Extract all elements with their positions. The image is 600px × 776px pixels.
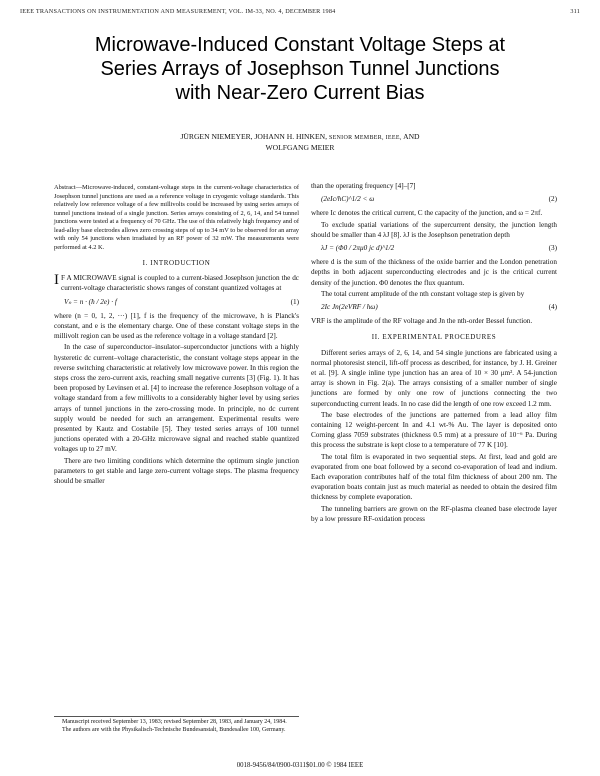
intro-paragraph-1: IF A MICROWAVE signal is coupled to a current-biased Josephson junction the dc current-voltage characteristic shows ranges of constant quantized voltages at [54,272,299,293]
equation-1 [64,297,299,307]
right-paragraph-5: The total current amplitude of the nth constant voltage step is given by [321,289,525,298]
right-paragraph-7: Different series arrays of 2, 6, 14, and 54 single junctions are fabricated using a normal photoresist stencil, lift-off process as described, for instance, by J. H. Greiner et al. [9]. A single inline type junction has an area of 10 × 30 μm². A 54-junction array is shown in Fig. 2(a). The arrays consisting of a smaller number of single junctions are formed by only one row of junctions connecting the two superconducting current leads. In no case did the length of one row exceed 1.2 mm. [311,348,557,408]
intro-paragraph-4: There are two limiting conditions which determine the optimum single junction parameters to get stable and large zero-current voltage steps. The plasma frequency should be smaller [54,456,299,486]
right-paragraph-9: The total film is evaporated in two sequential steps. At first, lead and gold are evaporated from one boat followed by a second co-evaporation of lead and indium. Each evaporation contributes half of the total film thickness of about 200 nm. The evaporation boats contain just as much material as needed to obtain the desired film thickness by complete evaporation. [311,452,557,502]
equation-1-number: (1) [290,297,299,306]
author-conjunction: AND [403,132,420,141]
author-names: JÜRGEN NIEMEYER, JOHANN H. HINKEN, [180,132,328,141]
author-role: SENIOR MEMBER, IEEE, [328,135,402,141]
right-paragraph-8: The base electrodes of the junctions are patterned from a lead alloy film containing 12 weight-percent In and 4.1 wt-% Au. The layer is deposited onto Corning glass 7059 substrates (thickness 0.5 mm) at a pressure of 10⁻⁶ Pa. During this process the substrate is kept close to a temperature of 77 K [10]. [311,410,557,450]
footnote-affiliation: The authors are with the Physikalisch-Technische Bundesanstalt, Bundesallee 100, Germany. [62,726,286,733]
equation-2 [321,194,557,204]
paper-title [20,33,580,105]
running-head [20,8,580,15]
equation-2-number: (2) [548,195,557,204]
right-paragraph-1: than the operating frequency [4]–[7] [311,182,416,190]
right-column [311,181,557,525]
equation-3 [321,243,557,253]
copyright-footer: 0018-9456/84/0900-0311$01.00 © 1984 IEEE [236,762,364,769]
title-line-3: with Near-Zero Current Bias [175,82,425,104]
title-line-1: Microwave-Induced Constant Voltage Steps at [94,34,506,56]
page-number: 311 [570,8,580,15]
equation-4 [321,302,557,312]
equation-4-body: 2Ic Jn(2eVRF / ħω) [321,303,378,312]
journal-header: IEEE TRANSACTIONS ON INSTRUMENTATION AND MEASUREMENT, VOL. IM-33, NO. 4, DECEMBER 1984 [20,8,336,15]
equation-2-body: (2eIc/ħC)^1/2 < ω [321,195,375,204]
title-line-2: Series Arrays of Josephson Tunnel Junctions [100,58,500,80]
equation-3-number: (3) [548,244,557,253]
right-paragraph-6: VRF is the amplitude of the RF voltage and Jn the nth-order Bessel function. [311,317,533,326]
equation-3-body: λJ = (Φ0 / 2πμ0 jc d)^1/2 [321,244,395,253]
experimental-heading: II. EXPERIMENTAL PROCEDURES [371,333,497,342]
right-paragraph-10: The tunneling barriers are grown on the RF-plasma cleaned base electrode layer by a low pressure RF-oxidation process [311,504,557,523]
author-block [20,132,580,153]
right-paragraph-3: To exclude spatial variations of the supercurrent density, the junction length should be smaller than 4 λJ [8]. λJ is the Josephson penetration depth [311,220,557,239]
equation-1-body: Vₙ = n · (ħ / 2e) · f [64,297,117,306]
footnote [54,716,299,735]
author-last: WOLFGANG MEIER [265,143,335,152]
intro-paragraph-2: where (n = 0, 1, 2, ···) [1], f is the frequency of the microwave, h is Planck's constant, and e is the elementary charge. One of these constant voltage steps in the millivolt region can be used as the reference voltage in a voltage standard [2]. [54,311,299,341]
right-paragraph-2: where Ic denotes the critical current, C the capacity of the junction, and ω = 2πf. [311,209,543,218]
footnote-received: Manuscript received September 13, 1983; revised September 28, 1983, and January 24, 1984. [62,719,287,725]
right-paragraph-4: where d is the sum of the thickness of the oxide barrier and the London penetration depths in both adjacent superconducting electrodes and jc is the critical current density of the junction. Φ0 denotes the flux quantum. [311,258,557,287]
equation-4-number: (4) [548,303,557,312]
abstract: Abstract—Microwave-induced, constant-voltage steps in the current-voltage characteristics of Josephson tunnel junctions are used as a reference voltage in cryogenic voltage standards. This relatively low reference voltage of a few millivolts could be increased by using series arrays of tunnel junctions instead of a single junction. Series arrays consisting of 2, 6, 14, and 54 tunnel junctions were tested at a frequency of 70 GHz. The use of this relatively high frequency and of lead-alloy base electrodes allows zero crossing steps of up to 34 mV to be observed for an array with only 54 junctions when irradiated by an RF power of 32 mW. The measurements were performed at 4.2 K. [54,184,299,251]
intro-heading: I. INTRODUCTION [142,259,211,267]
intro-paragraph-3: In the case of superconductor–insulator–superconductor junctions with a highly hysteretic dc current–voltage characteristic, the constant voltage steps appear in the reverse switching characteristic at relatively low microwave power. In this region the steps cross the zero-current axis, reaching small negative currents [3] (Fig. 1). It has been proposed by Levinsen et al. [4] to increase the reference Josephson voltage of a voltage standard from a few millivolts to a considerably higher level by using series arrays of tunnel junctions in the zero-crossing mode. In principle, no dc current supply would be needed for such an arrangement. Experimental results were presented by Kautz and Costabile [5]. They tested series arrays of 100 tunnel junctions operated with a 20-GHz microwave signal and reached stable quantized voltages up to 27 mV. [54,343,299,454]
left-column [54,184,299,487]
